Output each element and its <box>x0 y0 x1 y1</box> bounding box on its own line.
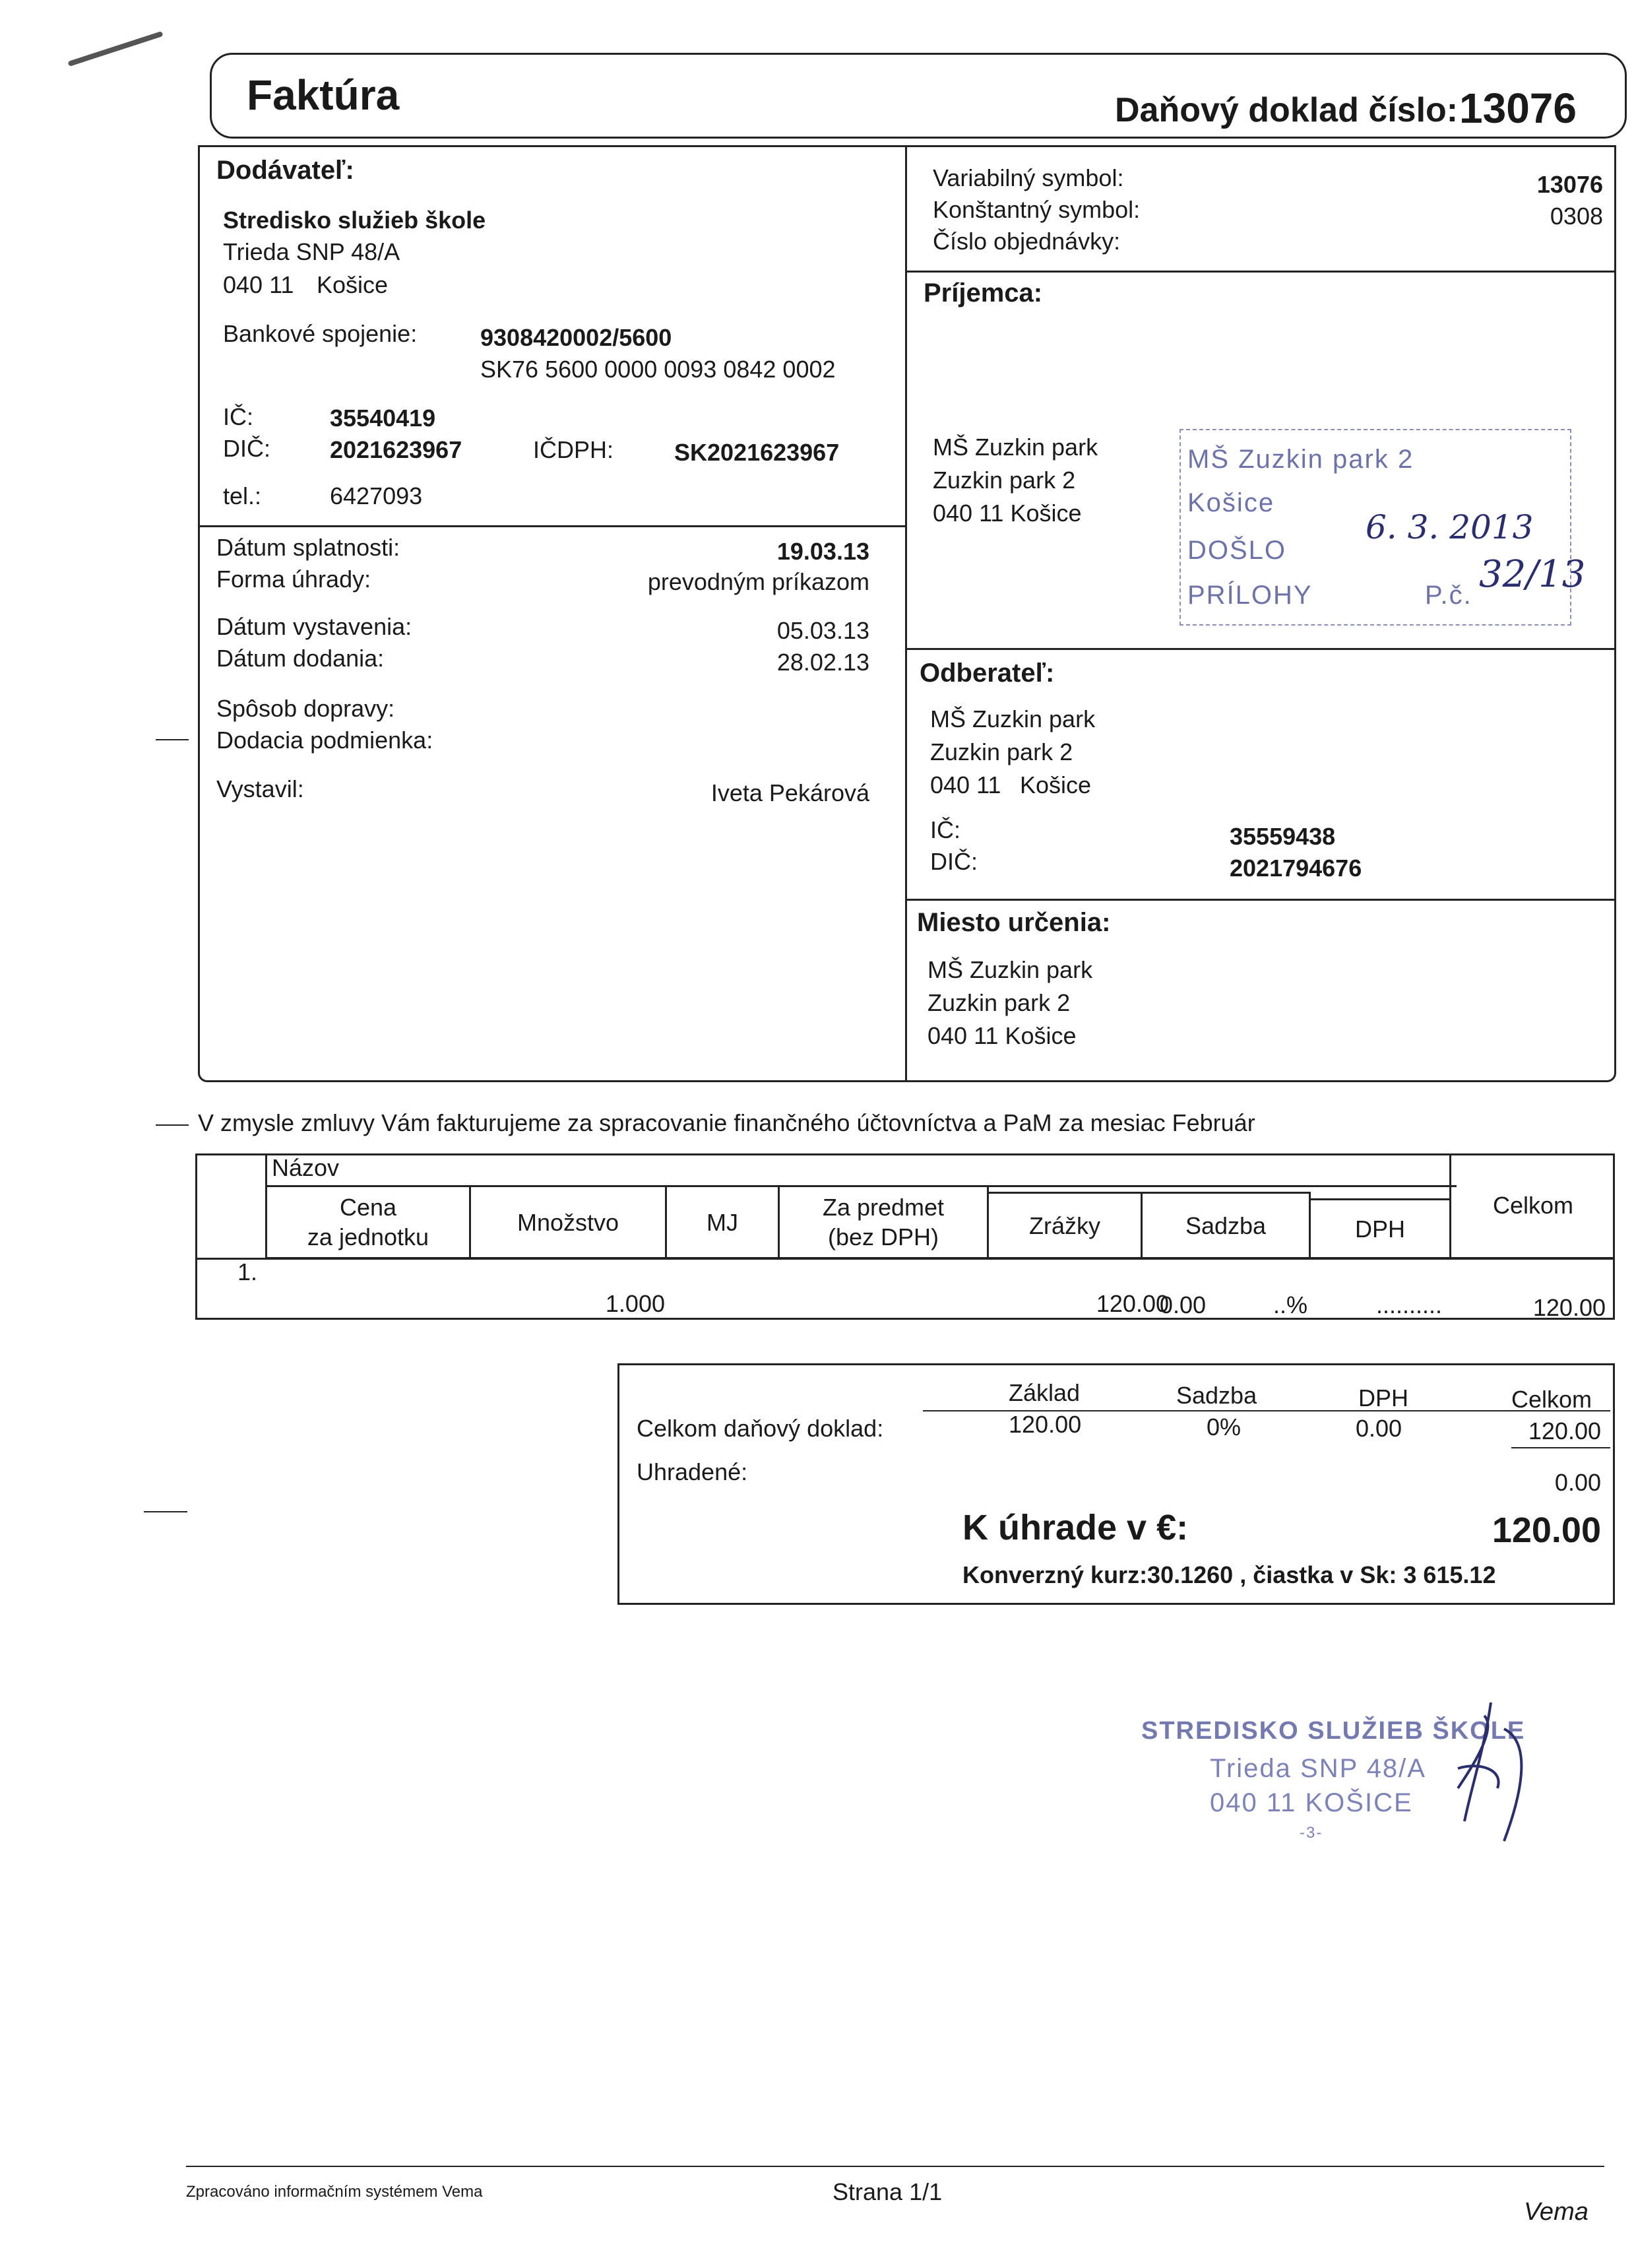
supplier-street: Trieda SNP 48/A <box>223 238 400 265</box>
ico-label: IČ: <box>223 403 254 430</box>
company-stamp-line3: 040 11 KOŠICE <box>1210 1788 1413 1817</box>
intro-text: V zmysle zmluvy Vám fakturujeme za spracovanie finančného účtovníctva a PaM za mesiac Február <box>198 1109 1255 1136</box>
customer-block <box>905 648 1616 899</box>
item-quantity: 1.000 <box>605 1290 665 1317</box>
items-table <box>195 1153 1615 1320</box>
received-stamp-date: 6. 3. 2013 <box>1366 508 1534 546</box>
recipient-name: MŠ Zuzkin park <box>933 434 1098 461</box>
received-stamp-line2: Košice <box>1187 488 1275 517</box>
item-index: 1. <box>237 1258 258 1285</box>
customer-ico: 35559438 <box>1230 823 1336 850</box>
supplier-dic: 2021623967 <box>330 436 462 463</box>
summary-paid-label: Uhradené: <box>637 1458 748 1485</box>
due-label: Dátum splatnosti: <box>216 534 400 561</box>
supplier-tel: 6427093 <box>330 482 423 509</box>
amount-due: 120.00 <box>1492 1510 1601 1550</box>
supplier-heading: Dodávateľ: <box>216 156 354 185</box>
due-date: 19.03.13 <box>776 538 869 565</box>
symbols-block <box>905 145 1616 271</box>
supplier-zip: 040 11 <box>223 271 294 298</box>
customer-ico-label: IČ: <box>930 816 961 843</box>
destination-street: Zuzkin park 2 <box>928 989 1071 1016</box>
issuer-name: Iveta Pekárová <box>710 779 869 806</box>
summary-paid: 0.00 <box>1554 1469 1601 1496</box>
transport-label: Spôsob dopravy: <box>216 695 395 722</box>
dic-label: DIČ: <box>223 435 270 462</box>
var-symbol-label: Variabilný symbol: <box>933 164 1124 191</box>
conversion-rate: Konverzný kurz:30.1260 , čiastka v Sk: 3 615.12 <box>962 1561 1496 1588</box>
footer-rule <box>186 2166 1604 2167</box>
signature <box>1418 1689 1550 1848</box>
col-total: Celkom <box>1449 1153 1615 1259</box>
tel-label: tel.: <box>223 482 262 509</box>
customer-street: Zuzkin park 2 <box>930 738 1073 765</box>
const-symbol: 0308 <box>1550 203 1603 230</box>
amount-due-label: K úhrade v €: <box>962 1508 1189 1547</box>
item-rate: ..% <box>1273 1291 1307 1318</box>
col-name: Názov <box>272 1154 340 1181</box>
customer-zip: 040 11 <box>930 771 1001 798</box>
summary-col-vat: DPH <box>1358 1384 1409 1411</box>
summary-vat: 0.00 <box>1356 1415 1402 1442</box>
order-number-label: Číslo objednávky: <box>933 228 1121 255</box>
received-stamp-number: 32/13 <box>1479 553 1586 596</box>
summary-total-rule <box>1511 1447 1610 1448</box>
col-rate: Sadzba <box>1141 1192 1311 1259</box>
company-stamp-line2: Trieda SNP 48/A <box>1210 1754 1426 1783</box>
supplier-icdph: SK2021623967 <box>674 439 840 466</box>
item-total: 120.00 <box>1532 1294 1606 1321</box>
var-symbol: 13076 <box>1536 171 1603 198</box>
bank-label: Bankové spojenie: <box>223 320 418 347</box>
footer-page: Strana 1/1 <box>833 2178 943 2205</box>
summary-total: 120.00 <box>1528 1417 1601 1444</box>
summary-total-label: Celkom daňový doklad: <box>637 1415 884 1442</box>
company-stamp-line4: -3- <box>1300 1824 1323 1842</box>
bank-iban: SK76 5600 0000 0093 0842 0002 <box>480 356 836 383</box>
const-symbol-label: Konštantný symbol: <box>933 196 1141 223</box>
supplier-block <box>198 145 905 528</box>
customer-heading: Odberateľ: <box>920 659 1055 688</box>
dates-block <box>198 525 905 934</box>
footer-brand: Vema <box>1524 2198 1589 2226</box>
bank-account: 9308420002/5600 <box>480 324 672 351</box>
footer-left: Zpracováno informačním systémem Vema <box>186 2183 483 2201</box>
received-stamp-line4b: P.č. <box>1425 581 1472 610</box>
col-deductions: Zrážky <box>987 1192 1143 1259</box>
destination-block <box>905 899 1616 1082</box>
col-subtotal: Za predmet (bez DPH) <box>778 1185 989 1259</box>
summary-col-rate: Sadzba <box>1176 1382 1257 1409</box>
col-vat: DPH <box>1309 1198 1451 1259</box>
issued-date: 05.03.13 <box>776 617 869 644</box>
doc-number: 13076 <box>1459 84 1577 132</box>
recipient-street: Zuzkin park 2 <box>933 467 1076 494</box>
icdph-label: IČDPH: <box>533 436 614 463</box>
company-stamp-line1: STREDISKO SLUŽIEB ŠKOLE <box>1141 1717 1526 1745</box>
received-stamp-line1: MŠ Zuzkin park 2 <box>1187 445 1414 474</box>
item-deductions: 0.00 <box>1159 1291 1206 1318</box>
issued-label: Dátum vystavenia: <box>216 613 412 640</box>
recipient-heading: Príjemca: <box>924 278 1043 308</box>
margin-mark <box>144 1511 187 1512</box>
col-quantity: Množstvo <box>469 1185 667 1259</box>
customer-dic-label: DIČ: <box>930 848 978 875</box>
item-vat: .......... <box>1375 1291 1442 1318</box>
item-subtotal: 120.00 <box>1096 1290 1169 1317</box>
margin-mark <box>156 739 189 740</box>
pen-mark <box>67 31 163 67</box>
payment-label: Forma úhrady: <box>216 566 371 593</box>
recipient-city: 040 11 Košice <box>933 500 1082 527</box>
issuer-label: Vystavil: <box>216 775 304 802</box>
col-unit: MJ <box>665 1185 780 1259</box>
customer-name: MŠ Zuzkin park <box>930 705 1096 732</box>
company-stamp <box>1141 1702 1563 1861</box>
customer-dic: 2021794676 <box>1230 855 1362 882</box>
summary-rate: 0% <box>1207 1413 1242 1441</box>
received-stamp <box>1180 429 1586 626</box>
delivery-date: 28.02.13 <box>776 649 869 676</box>
supplier-ico: 35540419 <box>330 405 436 432</box>
doc-number-label: Daňový doklad číslo: <box>1115 91 1459 129</box>
received-stamp-line3: DOŠLO <box>1187 536 1287 565</box>
payment-method: prevodným príkazom <box>647 568 869 595</box>
supplier-city: Košice <box>317 271 389 298</box>
terms-label: Dodacia podmienka: <box>216 727 433 754</box>
summary-box <box>617 1363 1615 1605</box>
customer-city: Košice <box>1020 771 1092 798</box>
margin-mark <box>156 1124 189 1126</box>
received-stamp-line4: PRÍLOHY <box>1187 581 1313 610</box>
destination-name: MŠ Zuzkin park <box>928 956 1093 983</box>
destination-heading: Miesto určenia: <box>917 908 1111 937</box>
page-title: Faktúra <box>247 71 400 119</box>
col-unit-price: Cena za jednotku <box>265 1185 471 1259</box>
destination-city: 040 11 Košice <box>928 1022 1077 1049</box>
supplier-name: Stredisko služieb škole <box>223 207 486 234</box>
summary-col-base: Základ <box>1009 1379 1081 1406</box>
delivery-label: Dátum dodania: <box>216 645 385 672</box>
summary-col-total: Celkom <box>1511 1386 1592 1413</box>
summary-base: 120.00 <box>1009 1411 1082 1438</box>
